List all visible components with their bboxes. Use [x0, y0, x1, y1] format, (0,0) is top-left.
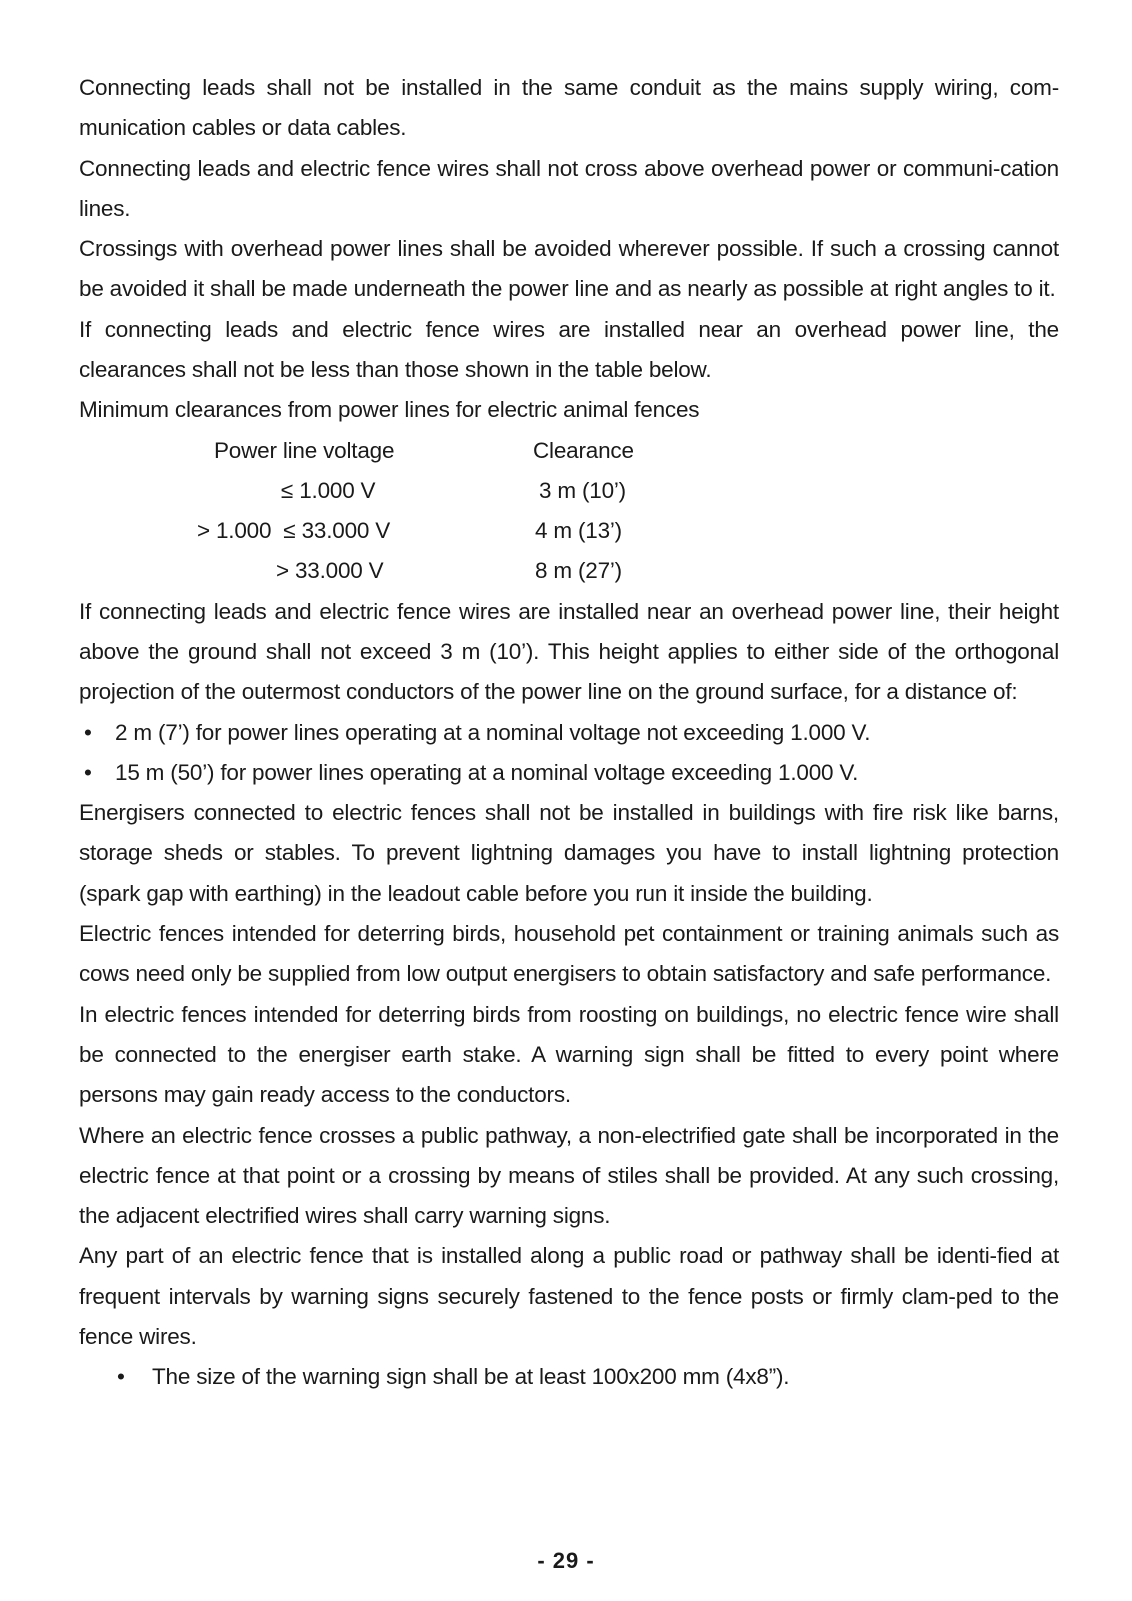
bullet-icon: • [84, 719, 92, 745]
document-page [79, 68, 1059, 1398]
list-item [79, 713, 1059, 753]
paragraph-clearances: If connecting leads and electric fence wires are installed near an overhead power line, the clearances shall not be less than those shown in the table below. [79, 316, 1059, 383]
paragraph-conduit: Connecting leads shall not be installed in the same conduit as the mains supply wiring, com-munication cables or data cables. [79, 75, 1059, 141]
table-cell-clearance: 4 m (13’) [535, 517, 622, 543]
paragraph-fire-risk: Energisers connected to electric fences shall not be installed in buildings with fire risk like barns, storage sheds or stables. To prevent lightning damages you have to install lightning protection (spark gap with earthing) in the leadout cable before you run it inside the building. [79, 800, 1059, 906]
table-title: Minimum clearances from power lines for electric animal fences [79, 397, 700, 423]
table-cell-clearance: 3 m (10’) [539, 477, 626, 503]
table-header-clearance: Clearance [533, 437, 634, 463]
table-header-voltage: Power line voltage [214, 437, 395, 463]
paragraph-public-road: Any part of an electric fence that is installed along a public road or pathway shall be identi-fied at frequent intervals by warning signs securely fastened to the fence posts or firmly clam-ped to the fence wires. [79, 1243, 1059, 1350]
distance-list [79, 713, 1059, 794]
table-cell-voltage: > 33.000 V [276, 557, 384, 583]
table-cell-clearance: 8 m (27’) [535, 557, 622, 583]
page-number: - 29 - [537, 1548, 595, 1573]
paragraph-height-limit: If connecting leads and electric fence wires are installed near an overhead power line, their height above the ground shall not exceed 3 m (10’). This height applies to either side of the orthogonal projection of the outermost conductors of the power line on the ground surface, for a distance of: [79, 598, 1059, 705]
list-item-text: The size of the warning sign shall be at least 100x200 mm (4x8”). [152, 1364, 790, 1390]
paragraph-overhead-crossing: Connecting leads and electric fence wires shall not cross above overhead power or communi-cation lines. [79, 155, 1059, 221]
paragraph-low-output: Electric fences intended for deterring birds, household pet containment or training animals such as cows need only be supplied from low output energisers to obtain satisfactory and safe performance. [79, 921, 1059, 987]
table-cell-voltage: ≤ 1.000 V [281, 477, 376, 503]
clearance-table [79, 431, 1059, 592]
paragraph-crossings: Crossings with overhead power lines shall be avoided wherever possible. If such a crossing cannot be avoided it shall be made underneath the power line and as nearly as possible at right angles to it. [79, 236, 1059, 302]
list-item [79, 1357, 1059, 1397]
paragraph-birds: In electric fences intended for deterring birds from roosting on buildings, no electric fence wire shall be connected to the energiser earth stake. A warning sign shall be fitted to every point where persons may gain ready access to the conductors. [79, 1001, 1059, 1108]
paragraph-public-pathway: Where an electric fence crosses a public pathway, a non-electrified gate shall be incorporated in the electric fence at that point or a crossing by means of stiles shall be provided. At any such crossing, the adjacent electrified wires shall carry warning signs. [79, 1122, 1059, 1229]
bullet-icon: • [84, 759, 92, 785]
list-item [79, 753, 1059, 793]
list-item-text: 2 m (7’) for power lines operating at a nominal voltage not exceeding 1.000 V. [115, 719, 871, 745]
bullet-icon: • [117, 1364, 125, 1390]
list-item-text: 15 m (50’) for power lines operating at a nominal voltage exceeding 1.000 V. [115, 759, 859, 785]
warning-sign-list [79, 1357, 1059, 1397]
table-cell-voltage: > 1.000 ≤ 33.000 V [197, 517, 391, 543]
